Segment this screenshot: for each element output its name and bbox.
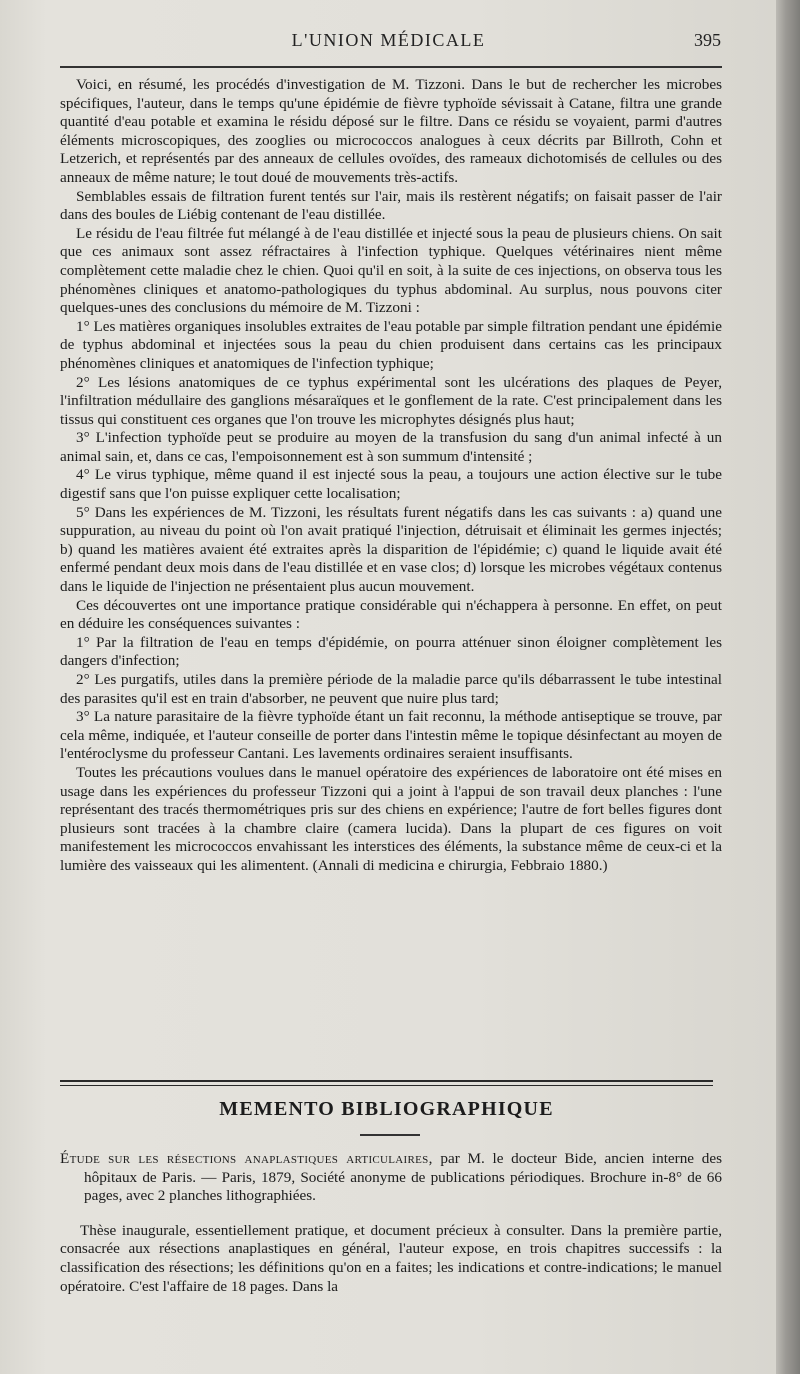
article-body — [60, 76, 722, 876]
conclusion-4: 4° Le virus typhique, même quand il est injecté sous la peau, a toujours une action élective sur le tube digestif sans que l'on puisse expliquer cette localisation; — [60, 466, 722, 503]
page-edge — [776, 0, 800, 1374]
running-title: L'UNION MÉDICALE — [291, 30, 486, 50]
bibliography-entry — [60, 1150, 722, 1206]
page-header — [56, 30, 721, 60]
conclusion-1: 1° Les matières organiques insolubles extraites de l'eau potable par simple filtration pendant une épidémie de typhus abdominal et injectées sous la peau du chien produisent dans certains cas les principaux phénomènes cliniques et anatomiques de l'infection typhique; — [60, 317, 722, 372]
conclusion-3: 3° L'infection typhoïde peut se produire au moyen de la transfusion du sang d'un animal infecté à un animal sain, et, dans ce cas, l'empoisonnement est à son summum d'intensité ; — [60, 429, 722, 465]
section-title: MEMENTO BIBLIOGRAPHIQUE — [219, 1098, 554, 1120]
consequence-2: 2° Les purgatifs, utiles dans la première période de la maladie parce qu'ils débarrassent le tube intestinal des parasites qu'il est en train d'absorber, ne peuvent que nuire plus tard; — [60, 671, 722, 707]
paragraph-intro: Voici, en résumé, les procédés d'investigation de M. Tizzoni. Dans le but de rechercher les microbes spécifiques, l'auteur, dans le temps qu'une épidémie de fièvre typhoïde sévissait à Catane, filtra une grande quantité d'eau potable et examina le résidu déposé sur le filtre. Dans ce résidu se voyaient, parmi d'autres éléments microscopiques, des zooglies ou micrococcos analogues à ceux décrits par Billroth, Cohn et Letzerich, et représentés par des anneaux de cellules ovoïdes, des rameaux dichotomisés de cellules ou des anneaux de même nature; le tout doué de mouvements très-actifs. — [60, 76, 722, 186]
consequence-1: 1° Par la filtration de l'eau en temps d'épidémie, on pourra atténuer sinon éloigner complètement les dangers d'infection; — [60, 633, 722, 670]
title-ornament — [360, 1134, 420, 1136]
conclusion-2: 2° Les lésions anatomiques de ce typhus expérimental sont les ulcérations des plaques de Peyer, l'infiltration médullaire des ganglions mésaraïques et le gonflement de la rate. C'est principalement dans les tissus qui constituent ces organes que l'on trouve les microphytes désignés plus haut; — [60, 373, 722, 428]
entry-review: Thèse inaugurale, essentiellement pratique, et document précieux à consulter. Dans la première partie, consacrée aux résections anaplastiques en général, l'auteur expose, en trois chapitres successifs : la classification des résections; les définitions qu'on en a faites; les indications et contre-indications; le manuel opératoire. C'est l'affaire de 18 pages. Dans la — [60, 1221, 722, 1295]
header-rule — [60, 66, 722, 68]
paragraph-air-filtration: Semblables essais de filtration furent tentés sur l'air, mais ils restèrent négatifs; on faisait passer de l'air dans des boules de Liébig contenant de l'eau distillée. — [60, 187, 722, 224]
page-number: 395 — [694, 30, 721, 50]
paragraph-consequences: Ces découvertes ont une importance pratique considérable qui n'échappera à personne. En effet, on peut en déduire les conséquences suivantes : — [60, 596, 722, 633]
paragraph-precautions: Toutes les précautions voulues dans le manuel opératoire des expériences de laboratoire ont été mises en usage dans les expériences du professeur Tizzoni qui a joint à l'appui de son travail deux planches : l'une représentant des tracés thermométriques pris sur des chiens en expérience; l'autre de fort belles figures dont plusieurs sont tracées à la chambre claire (camera lucida). Dans la plupart de ces figures on voit manifestement les micrococcos envahissant les interstices des éléments, la substance même de ceux-ci et la lumière des vaisseaux qui les alimentent. (Annali di medicina e chirurgia, Febbraio 1880.) — [60, 763, 722, 874]
memento-section — [60, 1150, 722, 1296]
entry-details: par M. le docteur Bide, ancien interne des hôpitaux de Paris. — Paris, 1879, Société anonyme de publications périodiques. Brochure in-8° de 66 pages, avec 2 planches lithographiées. — [84, 1150, 722, 1205]
entry-title: Étude sur les résections anaplastiques articulaires, — [60, 1150, 433, 1167]
consequence-3: 3° La nature parasitaire de la fièvre typhoïde étant un fait reconnu, la méthode antiseptique se trouve, par cela même, indiquée, et l'auteur conseille de porter dans l'intestin même le topique désinfectant au moyen de l'entéroclysme du professeur Cantani. Les lavements ordinaires seraient insuffisants. — [60, 708, 722, 763]
conclusion-5: 5° Dans les expériences de M. Tizzoni, les résultats furent négatifs dans les cas suivants : a) quand une suppuration, au niveau du point où l'on avait pratiqué l'injection, détruisait et éliminait les germes injectés; b) quand les matières avaient été extraites après la disparition de l'épidémie; c) quand le liquide avait été enfermé pendant deux mois dans de l'eau distillée et en vase clos; d) lorsque les microbes végétaux contenus dans le liquide de l'injection ne présentaient plus aucun mouvement. — [60, 503, 722, 596]
paragraph-injection: Le résidu de l'eau filtrée fut mélangé à de l'eau distillée et injecté sous la peau de plusieurs chiens. On sait que ces animaux sont assez réfractaires à l'infection typhique. Quelques vétérinaires nient même complètement cette maladie chez le chien. Quoi qu'il en soit, à la suite de ces injections, on observa tous les phénomènes cliniques et anatomo-pathologiques du typhus abdominal. Au surplus, nous pouvons citer quelques-unes des conclusions du mémoire de M. Tizzoni : — [60, 224, 722, 317]
section-divider — [60, 1080, 713, 1086]
